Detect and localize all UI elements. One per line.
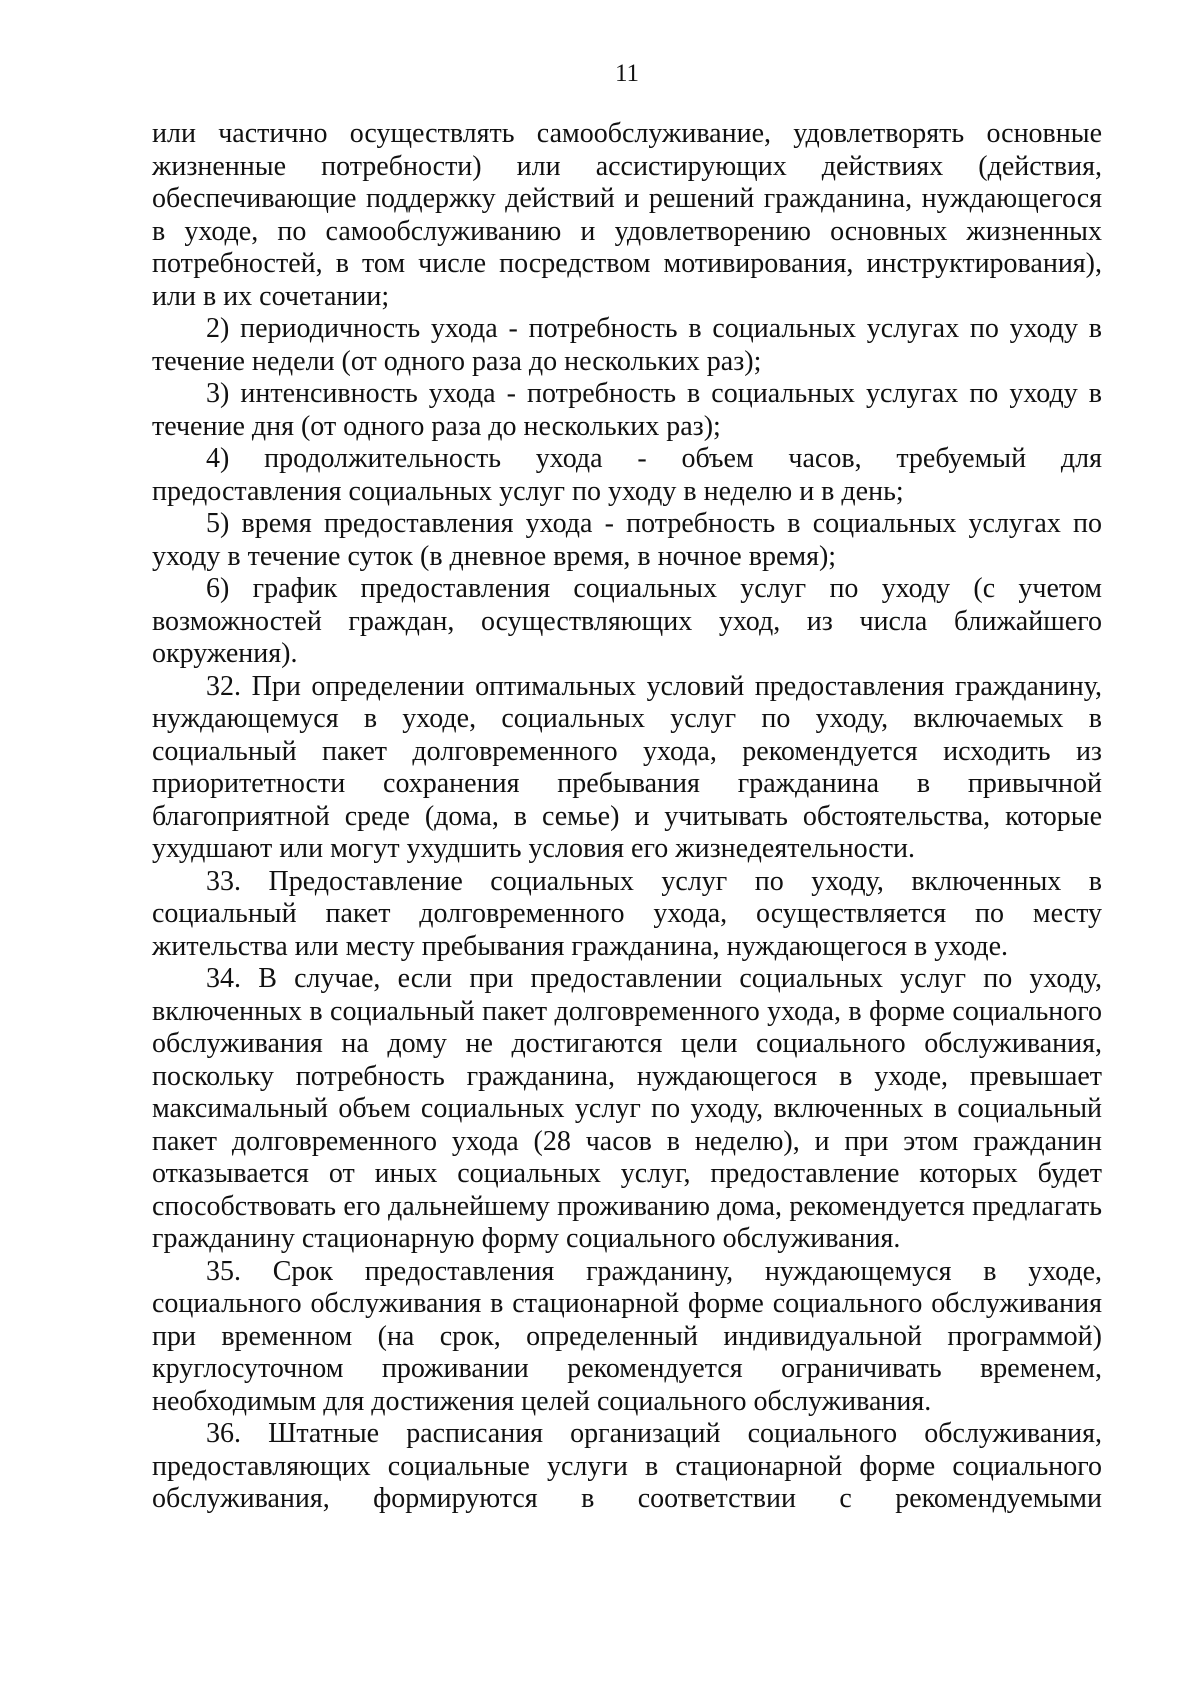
clause-33: 33. Предоставление социальных услуг по уходу, включенных в социальный пакет долговременного ухода, осуществляется по месту жительства или месту пребывания гражданина, нуждающегося в уходе. xyxy=(152,865,1102,962)
document-body xyxy=(152,118,1102,1516)
list-item-3-intensity: 3) интенсивность ухода - потребность в социальных услугах по уходу в течение дня (от одного раза до нескольких раз); xyxy=(152,378,1102,442)
list-item-4-duration: 4) продолжительность ухода - объем часов, требуемый для предоставления социальных услуг по уходу в неделю и в день; xyxy=(152,443,1102,507)
list-item-5-time: 5) время предоставления ухода - потребность в социальных услугах по уходу в течение суток (в дневное время, в ночное время); xyxy=(152,508,1102,572)
page-number: 11 xyxy=(614,60,640,87)
list-item-2-periodicity: 2) периодичность ухода - потребность в социальных услугах по уходу в течение недели (от одного раза до нескольких раз); xyxy=(152,313,1102,377)
list-item-6-schedule: 6) график предоставления социальных услуг по уходу (с учетом возможностей граждан, осуществляющих уход, из числа ближайшего окружения). xyxy=(152,573,1102,669)
clause-36: 36. Штатные расписания организаций социального обслуживания, предоставляющих социальные услуги в стационарной форме социального обслуживания, формируются в соответствии с рекомендуемыми xyxy=(152,1418,1102,1514)
clause-35: 35. Срок предоставления гражданину, нуждающемуся в уходе, социального обслуживания в стационарной форме социального обслуживания при временном (на срок, определенный индивидуальной программой) круглосуточном проживании рекомендуется ограничивать временем, необходимым для достижения целей социального обслуживания. xyxy=(152,1255,1102,1417)
paragraph-continuation: или частично осуществлять самообслуживание, удовлетворять основные жизненные потребности) или ассистирующих действиях (действия, обеспечивающие поддержку действий и решений гражданина, нуждающегося в уходе, по самообслуживанию и удовлетворению основных жизненных потребностей, в том числе посредством мотивирования, инструктирования), или в их сочетании; xyxy=(152,118,1102,312)
clause-34: 34. В случае, если при предоставлении социальных услуг по уходу, включенных в социальный пакет долговременного ухода, в форме социального обслуживания на дому не достигаются цели социального обслуживания, поскольку потребность гражданина, нуждающегося в уходе, превышает максимальный объем социальных услуг по уходу, включенных в социальный пакет долговременного ухода (28 часов в неделю), и при этом гражданин отказывается от иных социальных услуг, предоставление которых будет способствовать его дальнейшему проживанию дома, рекомендуется предлагать гражданину стационарную форму социального обслуживания. xyxy=(152,963,1102,1254)
clause-32: 32. При определении оптимальных условий предоставления гражданину, нуждающемуся в уходе, социальных услуг по уходу, включаемых в социальный пакет долговременного ухода, рекомендуется исходить из приоритетности сохранения пребывания гражданина в привычной благоприятной среде (дома, в семье) и учитывать обстоятельства, которые ухудшают или могут ухудшить условия его жизнедеятельности. xyxy=(152,670,1102,864)
